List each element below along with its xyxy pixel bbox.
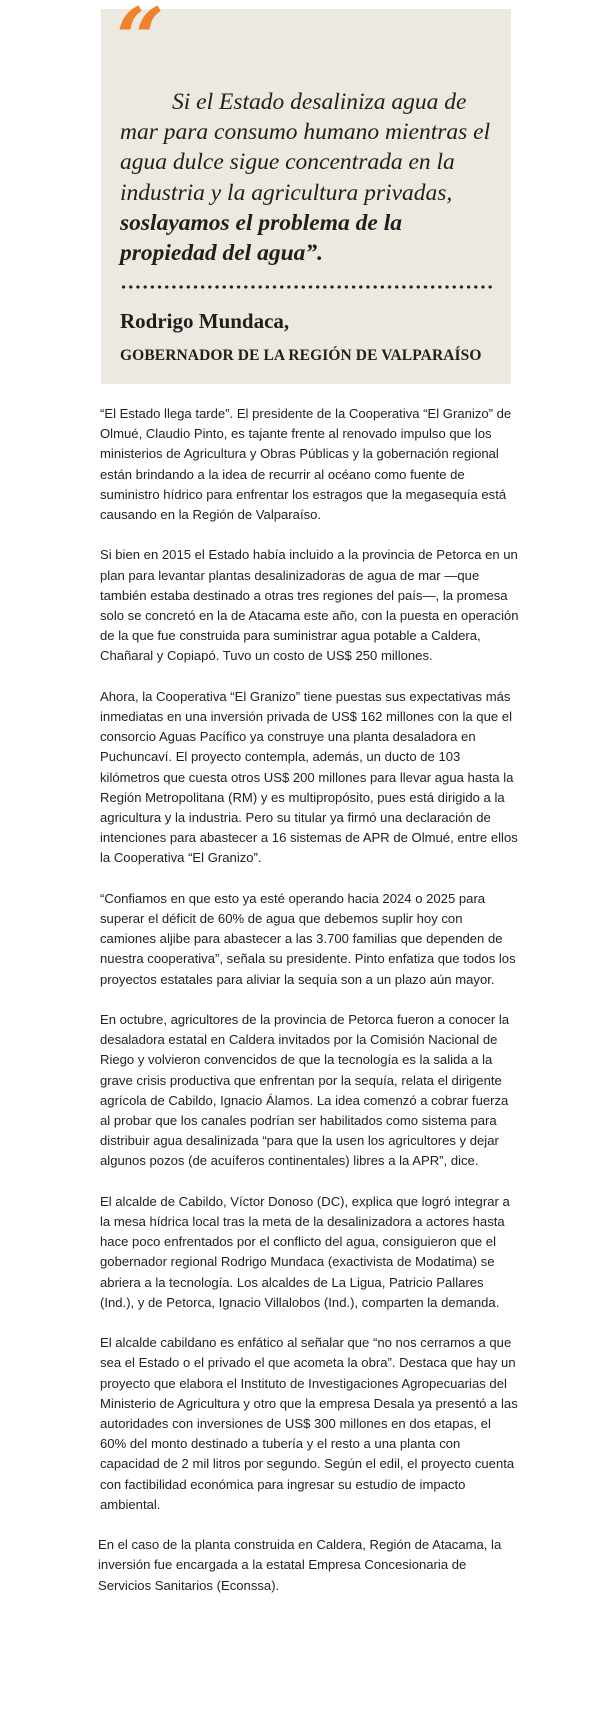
pull-quote-emphasis: soslayamos el problema de la propiedad del agua”. — [120, 209, 402, 267]
pull-quote-text — [120, 87, 495, 268]
pull-quote-plain: Si el Estado desaliniza agua de mar para consumo humano mientras el agua dulce sigue concentrada en la industria y la agricultura privadas, — [120, 89, 491, 206]
article-paragraph-2: Si bien en 2015 el Estado había incluido a la provincia de Petorca en un plan para levantar plantas desalinizadoras de agua de mar —que también estaba destinado a otras tres regiones del país—, la promesa solo se concretó en la de Atacama este año, con la puesta en operación de la que fue construida para suministrar agua potable a Caldera, Chañaral y Copiapó. Tuvo un costo de US$ 250 millones. — [100, 547, 519, 664]
article-paragraph-8: En el caso de la planta construida en Caldera, Región de Atacama, la inversión fue encargada a la estatal Empresa Concesionaria de Servicios Sanitarios (Econssa). — [98, 1537, 502, 1593]
quote-author-name: Rodrigo Mundaca, — [120, 309, 290, 333]
pull-quote-box — [101, 0, 511, 384]
article-paragraph-1: “El Estado llega tarde”. El presidente de la Cooperativa “El Granizo” de Olmué, Claudio Pinto, es tajante frente al renovado impulso que los ministerios de Agricultura y Obras Públicas y la gobernación regional están brindando a la idea de recurrir al océano como fuente de suministro hídrico para enfrentar los estragos que la megasequía está causando en la Región de Valparaíso. — [100, 406, 512, 523]
article-body — [100, 404, 520, 1616]
quote-author-role: GOBERNADOR DE LA REGIÓN DE VALPARAÍSO — [120, 347, 482, 364]
article-paragraph-7: El alcalde cabildano es enfático al señalar que “no nos cerramos a que sea el Estado o el privado el que acometa la obra”. Destaca que hay un proyecto que elabora el Instituto de Investigaciones Agropecuarias del Ministerio de Agricultura y otro que la empresa Desala ya presentó a las autoridades con inversiones de US$ 300 millones en dos etapas, el 60% del monto destinado a tubería y el resto a una planta con capacidad de 2 mil litros por segundo. Según el edil, el proyecto cuenta con factibilidad económica para ingresar su estudio de impacto ambiental. — [100, 1335, 518, 1512]
quote-mark-icon: “ — [116, 0, 165, 88]
article-paragraph-6: El alcalde de Cabildo, Víctor Donoso (DC), explica que logró integrar a la mesa hídrica local tras la meta de la desalinizadora a actores hasta hace poco enfrentados por el conflicto del agua, consiguieron que el gobernador regional Rodrigo Mundaca (exactivista de Modatima) se abriera a la tecnología. Los alcaldes de La Ligua, Patricio Pallares (Ind.), y de Petorca, Ignacio Villalobos (Ind.), comparten la demanda. — [100, 1193, 510, 1310]
dotted-divider — [120, 285, 492, 289]
article-paragraph-5: En octubre, agricultores de la provincia de Petorca fueron a conocer la desaladora estatal en Caldera invitados por la Comisión Nacional de Riego y volvieron convencidos de que la tecnología es la salida a la grave crisis productiva que enfrentan por la sequía, relata el dirigente agrícola de Cabildo, Ignacio Álamos. La idea comenzó a cobrar fuerza al probar que los canales podrían ser habilitados como sistema para distribuir agua desalinizada “para que la usen los agricultores y dejar algunos pozos (de acuíferos continentales) libres a la APR”, dice. — [100, 1012, 510, 1169]
article-paragraph-3: Ahora, la Cooperativa “El Granizo” tiene puestas sus expectativas más inmediatas en una inversión privada de US$ 162 millones con la que el consorcio Aguas Pacífico ya construye una planta desaladora en Puchuncaví. El proyecto contempla, además, un ducto de 103 kilómetros que cuesta otros US$ 200 millones para llevar agua hasta la Región Metropolitana (RM) y es multipropósito, pues está dirigido a la agricultura y la industria. Pero su titular ya firmó una declaración de intenciones para abastecer a 16 sistemas de APR de Olmué, entre ellos la Cooperativa “El Granizo”. — [100, 688, 518, 866]
article-paragraph-4: “Confiamos en que esto ya esté operando hacia 2024 o 2025 para superar el déficit de 60% de agua que debemos suplir hoy con camiones aljibe para abastecer a las 3.700 familias que dependen de nuestra cooperativa”, señala su presidente. Pinto enfatiza que todos los proyectos estatales para aliviar la sequía son a un plazo aún mayor. — [100, 890, 516, 987]
